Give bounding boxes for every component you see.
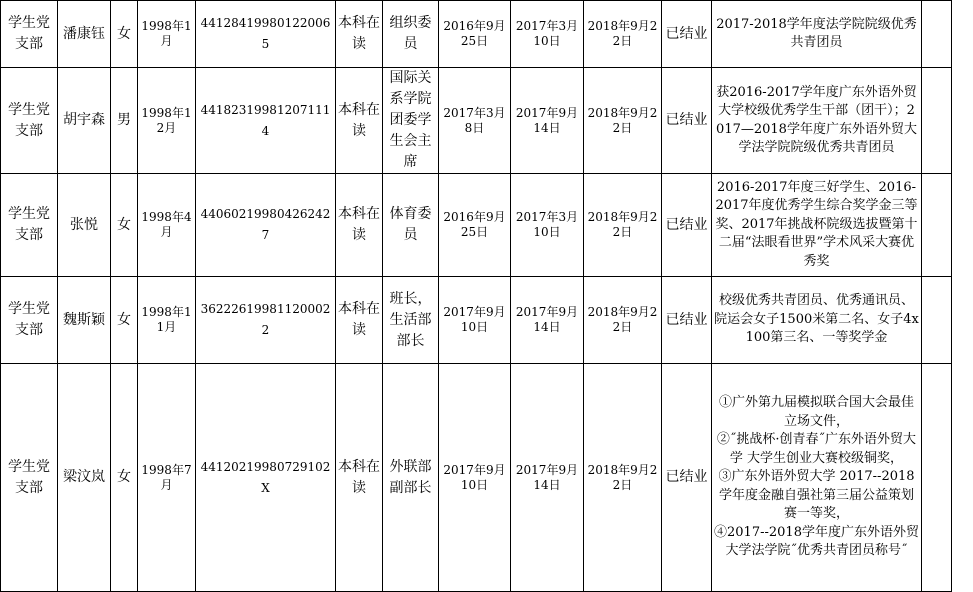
birth-date-cell: 1998年1月 <box>138 1 196 68</box>
gender-cell: 女 <box>111 277 138 364</box>
id-number-cell: 441823199812071114 <box>196 68 336 174</box>
remarks-cell <box>712 277 922 364</box>
party-branch-cell: 学生党支部 <box>1 1 58 68</box>
position-cell: 国际关系学院团委学生会主席 <box>383 68 439 174</box>
name-cell: 胡宇森 <box>58 68 111 174</box>
gender-cell: 女 <box>111 364 138 592</box>
status-cell: 已结业 <box>662 68 712 174</box>
remark-line: ④2017--2018学年度广东外语外贸大学法学院˝优秀共青团员称号˝ <box>714 524 919 559</box>
remarks-cell <box>712 68 922 174</box>
blank-cell <box>922 1 952 68</box>
position-cell: 组织委员 <box>383 1 439 68</box>
table-row <box>1 364 952 592</box>
name-cell: 梁汶岚 <box>58 364 111 592</box>
candidate-date-cell: 2017年9月14日 <box>511 364 584 592</box>
name-cell: 潘康钰 <box>58 1 111 68</box>
party-branch-cell: 学生党支部 <box>1 277 58 364</box>
remark-line: 2017-2018学年度法学院院级优秀共青团员 <box>716 16 917 50</box>
blank-cell <box>922 364 952 592</box>
remark-line: ②˝挑战杯·创青春˝广东外语外贸大学 大学生创业大赛校级铜奖， <box>716 432 917 466</box>
education-cell: 本科在读 <box>336 364 383 592</box>
id-number-cell: 44120219980729102X <box>196 364 336 592</box>
activist-date-cell: 2017年3月8日 <box>439 68 511 174</box>
party-branch-cell: 学生党支部 <box>1 364 58 592</box>
probation-date-cell: 2018年9月22日 <box>584 1 662 68</box>
remark-line: 校级优秀共青团员、优秀通讯员、院运会女子1500米第二名、女子4x100第三名、一等奖学金 <box>714 293 919 346</box>
status-cell: 已结业 <box>662 174 712 277</box>
candidate-date-cell: 2017年9月14日 <box>511 68 584 174</box>
remarks-cell <box>712 1 922 68</box>
table-row <box>1 68 952 174</box>
id-number-cell: 362226199811200022 <box>196 277 336 364</box>
remark-line: 2016-2017年度三好学生、2016-2017年度优秀学生综合奖学金三等奖、2017年挑战杯院级选拔暨第十二届“法眼看世界”学术风采大赛优秀奖 <box>715 179 918 269</box>
birth-date-cell: 1998年4月 <box>138 174 196 277</box>
education-cell: 本科在读 <box>336 277 383 364</box>
table-body <box>1 1 952 592</box>
blank-cell <box>922 174 952 277</box>
position-cell: 班长，生活部部长 <box>383 277 439 364</box>
education-cell: 本科在读 <box>336 174 383 277</box>
remark-line: 获2016-2017学年度广东外语外贸大学校级优秀学生干部（团干）；2017—2018学年度广东外语外贸大学法学院院级优秀共青团员 <box>716 84 917 155</box>
remarks-cell <box>712 364 922 592</box>
candidate-date-cell: 2017年3月10日 <box>511 1 584 68</box>
activist-date-cell: 2016年9月25日 <box>439 1 511 68</box>
blank-cell <box>922 277 952 364</box>
activist-date-cell: 2017年9月10日 <box>439 277 511 364</box>
probation-date-cell: 2018年9月22日 <box>584 277 662 364</box>
probation-date-cell: 2018年9月22日 <box>584 364 662 592</box>
party-branch-cell: 学生党支部 <box>1 68 58 174</box>
education-cell: 本科在读 <box>336 68 383 174</box>
party-branch-cell: 学生党支部 <box>1 174 58 277</box>
gender-cell: 女 <box>111 174 138 277</box>
probation-date-cell: 2018年9月22日 <box>584 68 662 174</box>
id-number-cell: 440602199804262427 <box>196 174 336 277</box>
table-row <box>1 1 952 68</box>
position-cell: 外联部副部长 <box>383 364 439 592</box>
birth-date-cell: 1998年7月 <box>138 364 196 592</box>
blank-cell <box>922 68 952 174</box>
candidate-date-cell: 2017年9月14日 <box>511 277 584 364</box>
remark-line: ①广外第九届模拟联合国大会最佳立场文件， <box>718 395 914 429</box>
activist-date-cell: 2017年9月10日 <box>439 364 511 592</box>
probation-date-cell: 2018年9月22日 <box>584 174 662 277</box>
remark-line: ③广东外语外贸大学 2017--2018学年度金融自强社第三届公益策划赛一等奖， <box>718 469 915 522</box>
table-row <box>1 277 952 364</box>
candidate-date-cell: 2017年3月10日 <box>511 174 584 277</box>
gender-cell: 男 <box>111 68 138 174</box>
education-cell: 本科在读 <box>336 1 383 68</box>
birth-date-cell: 1998年11月 <box>138 277 196 364</box>
status-cell: 已结业 <box>662 277 712 364</box>
activist-date-cell: 2016年9月25日 <box>439 174 511 277</box>
table-row <box>1 174 952 277</box>
birth-date-cell: 1998年12月 <box>138 68 196 174</box>
name-cell: 张悦 <box>58 174 111 277</box>
position-cell: 体育委员 <box>383 174 439 277</box>
status-cell: 已结业 <box>662 1 712 68</box>
status-cell: 已结业 <box>662 364 712 592</box>
gender-cell: 女 <box>111 1 138 68</box>
id-number-cell: 441284199801220065 <box>196 1 336 68</box>
name-cell: 魏斯颖 <box>58 277 111 364</box>
remarks-cell <box>712 174 922 277</box>
